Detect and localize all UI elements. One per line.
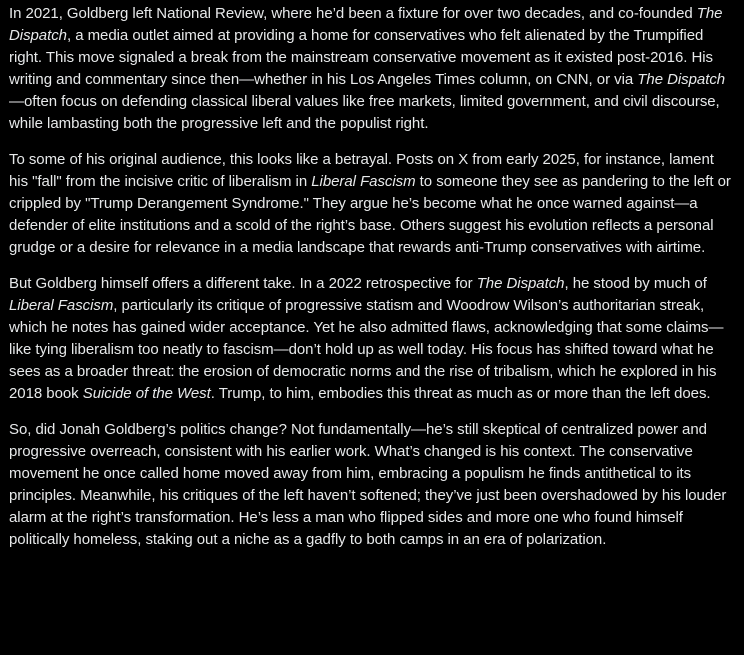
publication-title: The Dispatch (9, 5, 723, 44)
text-segment: But Goldberg himself offers a different take. In a 2022 retrospective for (9, 275, 477, 292)
publication-title: The Dispatch (476, 275, 565, 292)
paragraph-2 (9, 149, 734, 259)
book-title: Liberal Fascism (9, 297, 114, 314)
paragraph-1 (9, 3, 734, 135)
book-title: Suicide of the West (82, 385, 211, 402)
text-segment: , a media outlet aimed at providing a home for conservatives who felt alienated by the Trumpified right. This move signaled a break from the mainstream conservative movement as it existed post-2016. His writing and commentary since then—whether in his Los Angeles Times column, on CNN, or via (9, 27, 714, 88)
book-title: Liberal Fascism (311, 173, 416, 190)
text-segment: —often focus on defending classical liberal values like free markets, limited government, and civil discourse, while lambasting both the progressive left and the populist right. (9, 93, 720, 132)
paragraph-4 (9, 419, 734, 551)
response-text (9, 3, 734, 565)
text-segment: To some of his original audience, this looks like a betrayal. Posts on X from early 2025, for instance, lament his "fall" from the incisive critic of liberalism in (9, 151, 714, 190)
publication-title: The Dispatch (637, 71, 726, 88)
text-segment: In 2021, Goldberg left National Review, where he’d been a fixture for over two decades, and co-founded (9, 5, 697, 22)
text-segment: . Trump, to him, embodies this threat as much as or more than the left does. (210, 385, 711, 402)
paragraph-3 (9, 273, 734, 405)
text-segment: , particularly its critique of progressive statism and Woodrow Wilson’s authoritarian streak, which he notes has gained wider acceptance. Yet he also admitted flaws, acknowledging that some claims—like tying liberalism too neatly to fascism—don’t hold up as well today. His focus has shifted toward what he sees as a broader threat: the erosion of democratic norms and the rise of tribalism, which he explored in his 2018 book (9, 297, 724, 402)
text-segment: So, did Jonah Goldberg’s politics change? Not fundamentally—he’s still skeptical of centralized power and progressive overreach, consistent with his earlier work. What’s changed is his context. The conservative movement he once called home moved away from him, embracing a populism he finds antithetical to its principles. Meanwhile, his critiques of the left haven’t softened; they’ve just been overshadowed by his louder alarm at the right’s transformation. He’s less a man who flipped sides and more one who found himself politically homeless, staking out a niche as a gadfly to both camps in an era of polarization. (9, 421, 727, 548)
text-segment: , he stood by much of (564, 275, 707, 292)
text-segment: to someone they see as pandering to the left or crippled by "Trump Derangement Syndrome." They argue he’s become what he once warned against—a defender of elite institutions and a scold of the right’s base. Others suggest his evolution reflects a personal grudge or a desire for relevance in a media landscape that rewards anti-Trump conservatives with airtime. (9, 173, 731, 256)
